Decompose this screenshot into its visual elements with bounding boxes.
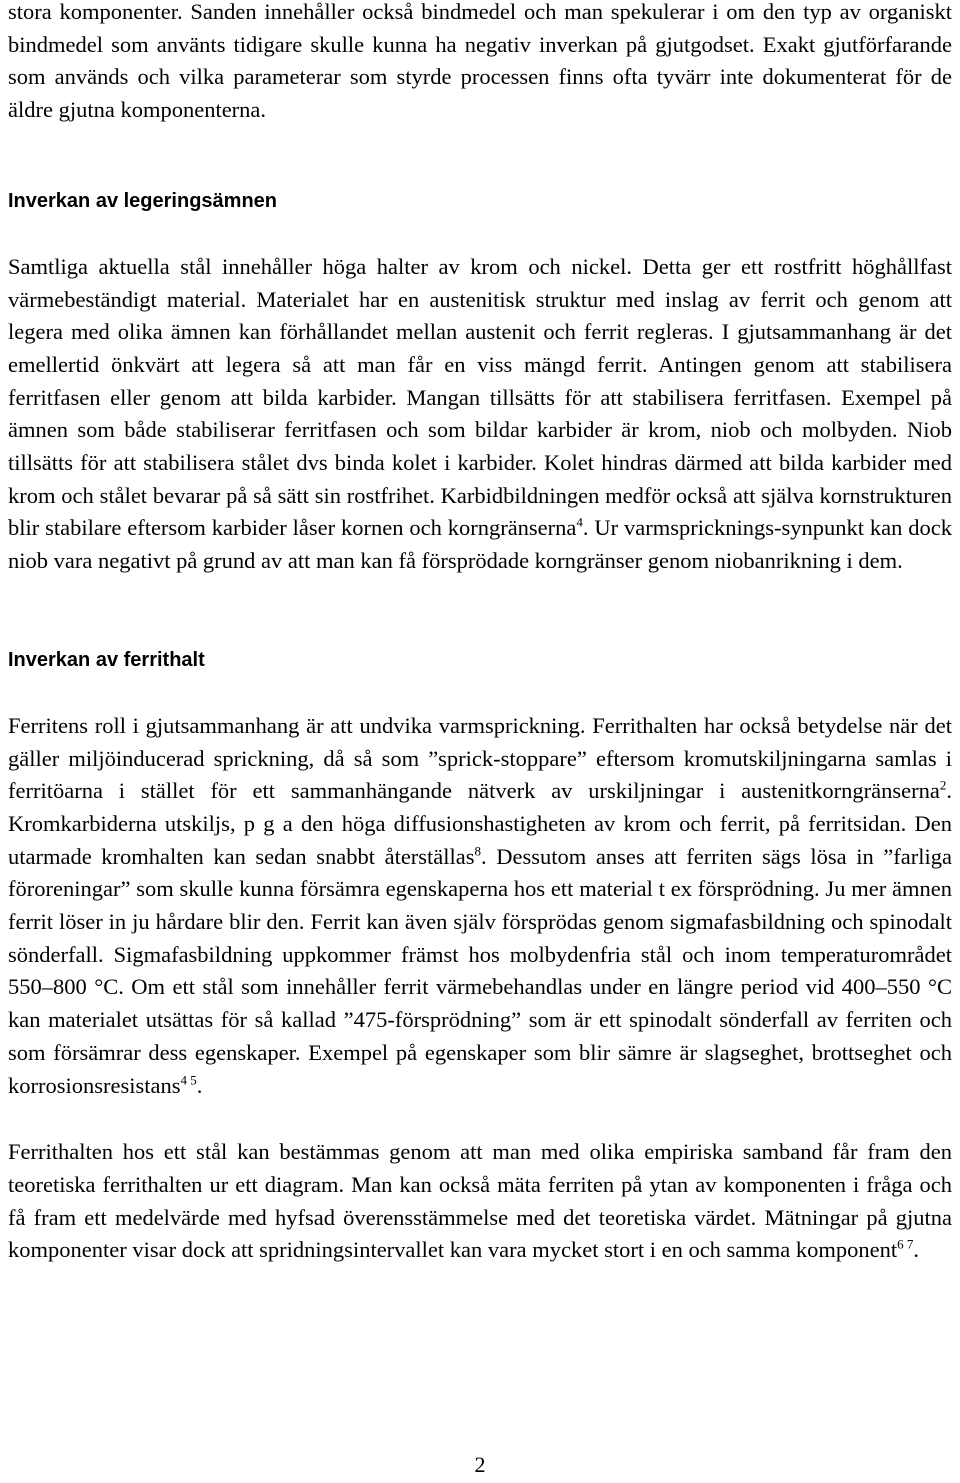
paragraph-text: . Ur varmspricknings-synpunkt kan dock niob vara negativt på grund av att man kan få försprödade korngränser genom niobanrikning i dem. <box>8 515 952 574</box>
paragraph-spacer <box>8 1102 952 1136</box>
citation-superscript: 8 <box>474 843 482 859</box>
document-page <box>8 0 952 1267</box>
paragraph-text: . <box>196 1072 203 1098</box>
ferrithalt-paragraph-1 <box>8 710 952 1102</box>
intro-text: stora komponenter. Sanden innehåller också bindmedel och man spekulerar i om den typ av organiskt bindmedel som använts tidigare skulle kunna ha negativ inverkan på gjutgodset. Exakt gjutförfarande som används och vilka parameterar som styrde processen finns ofta tyvärr inte dokumenterat för de äldre gjutna komponenterna. <box>8 0 952 123</box>
legeringsamnen-paragraph <box>8 251 952 578</box>
section-heading-ferrithalt: Inverkan av ferrithalt <box>8 648 205 671</box>
section-heading-legeringsamnen: Inverkan av legeringsämnen <box>8 189 278 212</box>
citation-superscript: 4 5 <box>180 1072 197 1088</box>
page-number: 2 <box>474 1452 486 1477</box>
paragraph-text: . <box>913 1237 920 1263</box>
intro-paragraph <box>8 0 952 127</box>
paragraph-text: Ferritens roll i gjutsammanhang är att undvika varmsprickning. Ferrithalten har också betydelse när det gäller miljöinducerad sprickning, då så som ”sprick-stoppare” eftersom kromutskiljningarna samlas i ferritöarna i stället för ett sammanhängande nätverk av urskiljningar i austenitkorngränserna <box>8 712 952 804</box>
paragraph-text: . Dessutom anses att ferriten sägs lösa in ”farliga föroreningar” som skulle kunna försämra egenskaperna hos ett material t ex försprödning. Ju mer ämnen ferrit löser in ju hårdare blir den. Ferrit kan även själv försprödas genom sigmafasbildning och spinodalt sönderfall. Sigmafasbildning uppkommer främst hos molbydenfria stål och inom temperaturområdet 550–800 °C. Om ett stål som innehåller ferrit värmebehandlas under en längre period vid 400–550 °C kan materialet utsättas för så kallad ”475-försprödning” som är ett spinodalt sönderfall av ferriten och som försämrar dess egenskaper. Exempel på egenskaper som blir sämre är slagseghet, brottseghet och korrosionsresistans <box>8 843 953 1098</box>
citation-superscript: 2 <box>939 777 947 793</box>
paragraph-text: Samtliga aktuella stål innehåller höga halter av krom och nickel. Detta ger ett rostfritt höghållfast värmebeständigt material. Materialet har en austenitisk struktur med inslag av ferrit och genom att legera med olika ämnen kan förhållandet mellan austenit och ferrit regleras. I gjutsammanhang är det emellertid önkvärt att legera så att man får en viss mängd ferrit. Antingen genom att stabilisera ferritfasen eller genom att bilda karbider. Mangan tillsätts för att stabilisera ferritfasen. Exempel på ämnen som både stabiliserar ferritfasen och som bildar karbider är krom, niob och molbyden. Niob tillsätts för att stabilisera stålet dvs binda kolet i karbider. Kolet hindras därmed att bilda karbider med krom och stålet bevarar på så sätt sin rostfrihet. Karbidbildningen medför också att själva kornstrukturen blir stabilare eftersom karbider låser kornen och korngränserna <box>8 253 952 541</box>
paragraph-text: Ferrithalten hos ett stål kan bestämmas genom att man med olika empiriska samband får fram den teoretiska ferrithalten ur ett diagram. Man kan också mäta ferriten på ytan av komponenten i fråga och få fram ett medelvärde med hyfsad överensstämmelse med det teoretiska värdet. Mätningar på gjutna komponenter visar dock att spridningsintervallet kan vara mycket stort i en och samma komponent <box>8 1139 952 1263</box>
paragraph-text: . Kromkarbiderna utskiljs, p g a den höga diffusionshastigheten av krom och ferrit, på ferritsidan. Den utarmade kromhalten kan sedan snabbt återställas <box>8 778 952 869</box>
citation-superscript: 4 <box>576 514 583 530</box>
citation-superscript: 6 7 <box>897 1236 914 1252</box>
ferrithalt-paragraph-2 <box>8 1136 952 1267</box>
